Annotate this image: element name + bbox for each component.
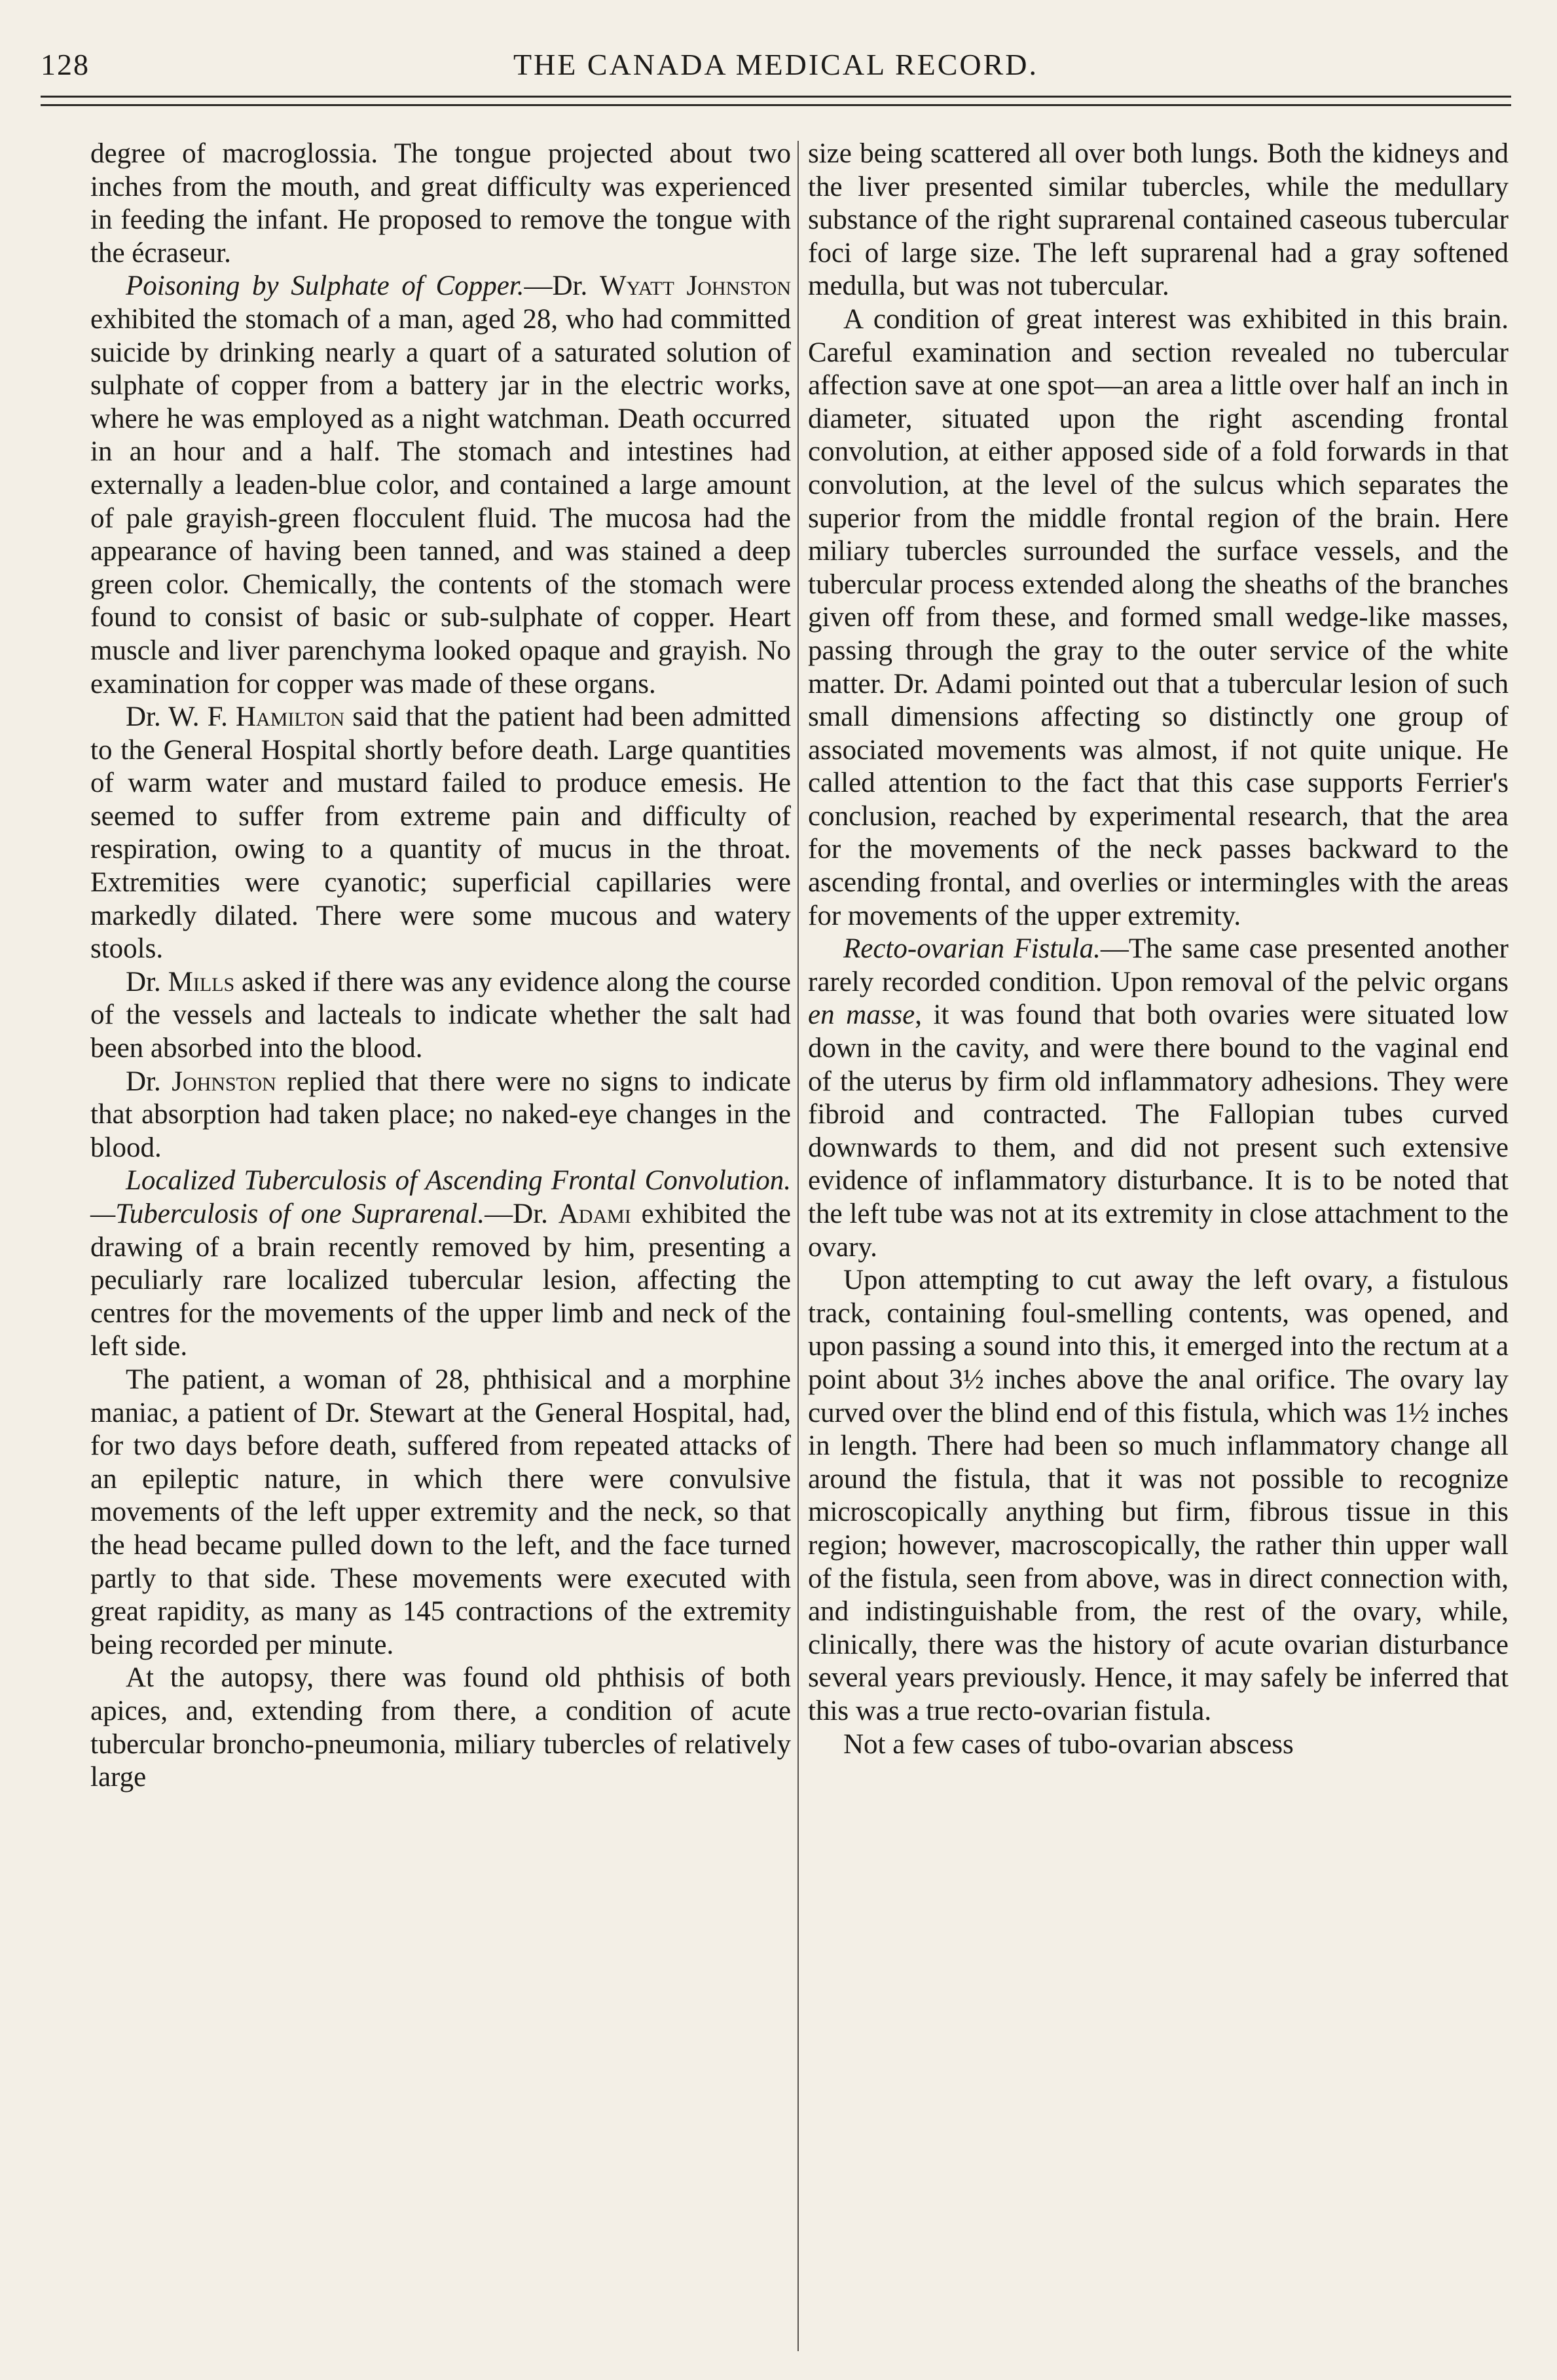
author-name: Wyatt Johnston	[599, 270, 791, 302]
paragraph-recto-ovarian: Recto-ovarian Fistula.—The same case presented another rarely recorded condition. Upon removal of the pelvic organs en masse, it was found that both ovaries were situated low down in the cavity, and were there bound to the vaginal end of the uterus by firm old inflammatory adhesions. They were fibroid and contracted. The Fallopian tubes curved downwards to them, and did not present such extensive evidence of inflammatory disturbance. It is to be noted that the left tube was not at its extremity in close attachment to the ovary.	[808, 933, 1509, 1263]
right-column	[808, 138, 1509, 2351]
paragraph-mills: Dr. Mills asked if there was any evidence along the course of the vessels and lacteals to indicate whether the salt had been absorbed into the blood.	[90, 966, 791, 1064]
paragraph-johnston-reply: Dr. Johnston replied that there were no signs to indicate that absorption had taken place; no naked-eye changes in the blood.	[90, 1066, 791, 1163]
paragraph-copper-poisoning: Poisoning by Sulphate of Copper.—Dr. Wyatt Johnston exhibited the stomach of a man, aged 28, who had committed suicide by drinking nearly a quart of a saturated solution of sulphate of copper from a battery jar in the electric works, where he was employed as a night watchman. Death occurred in an hour and a half. The stomach and intestines had externally a leaden-blue color, and contained a large amount of pale grayish-green flocculent fluid. The mucosa had the appearance of having been tanned, and was stained a deep green color. Chemically, the contents of the stomach were found to consist of basic or sub-sulphate of copper. Heart muscle and liver parenchyma looked opaque and grayish. No examination for copper was made of these organs.	[90, 270, 791, 699]
running-title: THE CANADA MEDICAL RECORD.	[513, 48, 1039, 81]
paragraph-tubo-ovarian: Not a few cases of tubo-ovarian abscess	[843, 1728, 1294, 1760]
paragraph-lungs-kidneys: size being scattered all over both lungs. Both the kidneys and the liver presented similar tubercles, while the medullary substance of the right suprarenal contained caseous tubercular foci of large size. The left suprarenal had a gray softened medulla, but was not tubercular.	[808, 138, 1509, 302]
section-heading-fistula: Recto-ovarian Fistula.	[843, 933, 1101, 965]
page-number: 128	[41, 48, 90, 81]
left-column	[90, 138, 791, 2351]
author-name: Adami	[558, 1199, 631, 1229]
paragraph-fistula-findings: Upon attempting to cut away the left ovary, a fistulous track, containing foul-smelling contents, was opened, and upon passing a sound into this, it emerged into the rectum at a point about 3½ inches above the anal orifice. The ovary lay curved over the blind end of this fistula, which was 1½ inches in length. There had been so much inflammatory change all around the fistula, that it was not possible to recognize microscopically anything but firm, fibrous tissue in this region; however, macroscopically, the rather thin upper wall of the fistula, seen from above, was in direct connection with, and indistinguishable from, the rest of the ovary, while, clinically, there was the history of acute ovarian disturbance several years previously. Hence, it may safely be inferred that this was a true recto-ovarian fistula.	[808, 1265, 1509, 1726]
paragraph-brain-lesion: A condition of great interest was exhibited in this brain. Careful examination and section revealed no tubercular affection save at one spot—an area a little over half an inch in diameter, situated upon the right ascending frontal convolution, at either apposed side of a fold forwards in that convolution, at the level of the sulcus which separates the superior from the middle frontal region of the brain. Here miliary tubercles surrounded the surface vessels, and the tubercular process extended along the sheaths of the branches given off from these, and formed small wedge-like masses, passing through the gray to the outer service of the white matter. Dr. Adami pointed out that a tubercular lesion of such small dimensions affecting so distinctly one group of associated movements was almost, if not quite unique. He called attention to the fact that this case supports Ferrier's conclusion, reached by experimental research, that the area for the movements of the neck passes backward to the ascending frontal, and overlies or intermingles with the areas for movements of the upper extremity.	[808, 303, 1509, 931]
paragraph-localized-tuberculosis: Localized Tuberculosis of Ascending Frontal Convolution.—Tuberculosis of one Suprarenal.—Dr. Adami exhibited the drawing of a brain recently removed by him, presenting a peculiarly rare localized tubercular lesion, affecting the centres for the movements of the upper limb and neck of the left side.	[90, 1165, 792, 1362]
paragraph-autopsy: At the autopsy, there was found old phthisis of both apices, and, extending from there, a condition of acute tubercular broncho-pneumonia, miliary tubercles of relatively large	[90, 1662, 791, 1793]
paragraph-hamilton: Dr. W. F. Hamilton said that the patient had been admitted to the General Hospital shortly before death. Large quantities of warm water and mustard failed to produce emesis. He seemed to suffer from extreme pain and difficulty of respiration, owing to a quantity of mucus in the throat. Extremities were cyanotic; superficial capillaries were markedly dilated. There were some mucous and watery stools.	[90, 701, 791, 965]
paragraph-patient-history: The patient, a woman of 28, phthisical and a morphine maniac, a patient of Dr. Stewart at the General Hospital, had, for two days before death, suffered from repeated attacks of an epileptic nature, in which there were convulsive movements of the left upper extremity and the neck, so that the head became pulled down to the left, and the face turned partly to that side. These movements were executed with great rapidity, as many as 145 contractions of the extremity being recorded per minute.	[90, 1364, 791, 1660]
column-divider	[797, 141, 799, 2351]
author-name: Hamilton	[235, 701, 345, 733]
author-name: Johnston	[172, 1066, 276, 1097]
page-header	[41, 41, 1511, 93]
author-name: Mills	[168, 966, 235, 997]
paragraph-macroglossia: degree of macroglossia. The tongue projected about two inches from the mouth, and great difficulty was experienced in feeding the infant. He proposed to remove the tongue with the écraseur.	[90, 138, 791, 269]
header-double-rule	[41, 96, 1511, 106]
section-heading-copper: Poisoning by Sulphate of Copper.	[126, 270, 524, 302]
section-heading-tuberculosis: Localized Tuberculosis of Ascending Frontal Convolution.—Tuberculosis of one Suprarenal.	[90, 1165, 791, 1229]
